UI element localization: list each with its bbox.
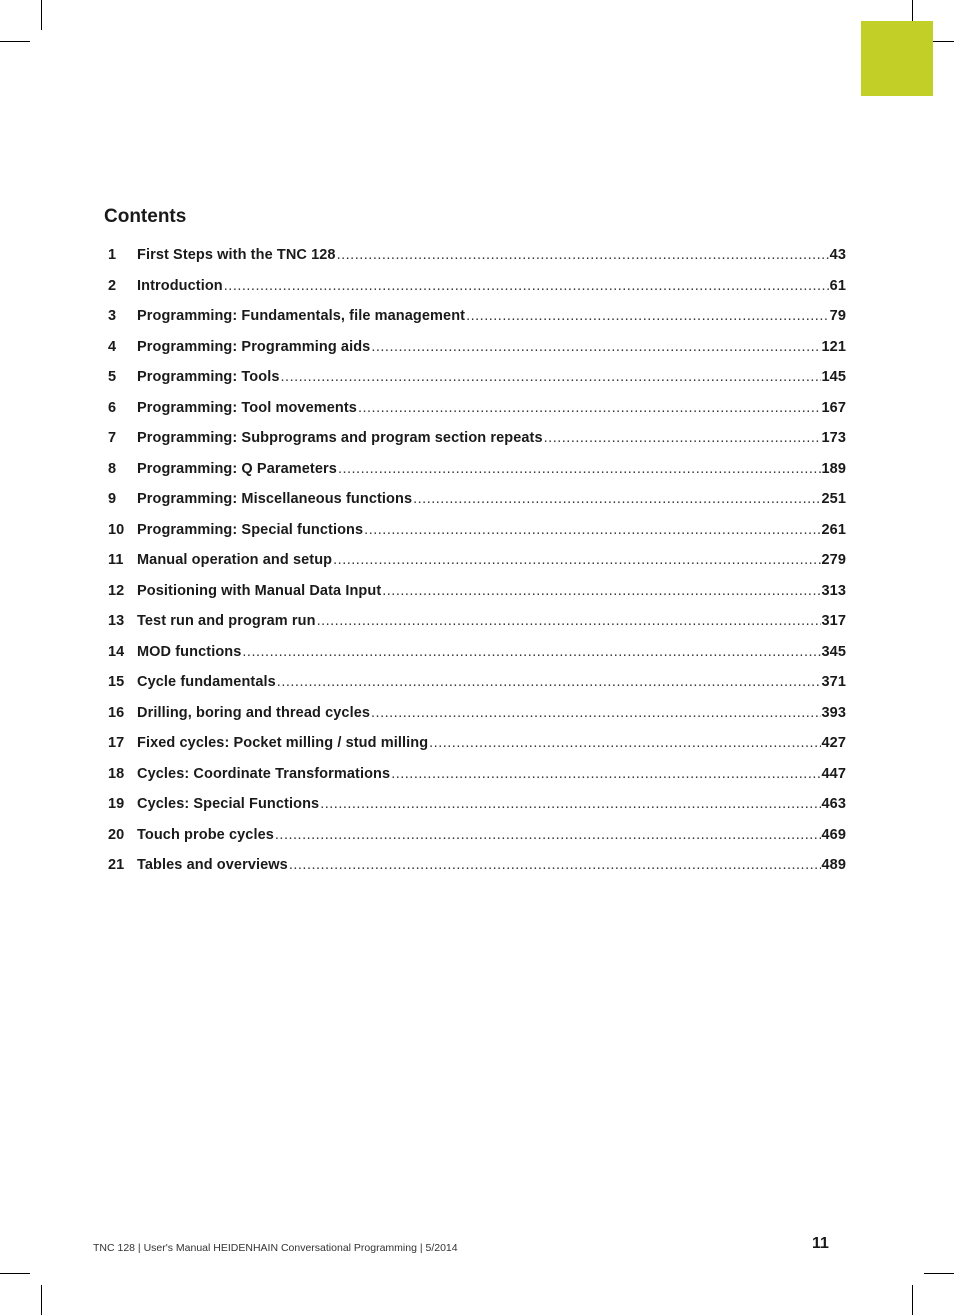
toc-entry-number: 7 bbox=[108, 430, 117, 446]
toc-entry-number: 2 bbox=[108, 277, 117, 294]
toc-entry-page: 167 bbox=[821, 399, 846, 416]
toc-leader-dots bbox=[371, 698, 820, 729]
toc-entry-number: 12 bbox=[108, 582, 125, 599]
crop-mark-bottom-right-vertical bbox=[912, 1285, 913, 1315]
toc-leader-dots bbox=[338, 454, 821, 485]
toc-entry[interactable] bbox=[108, 759, 846, 790]
toc-entry-title: MOD functions bbox=[137, 643, 242, 660]
toc-entry-number: 3 bbox=[108, 308, 117, 324]
toc-entry-page: 393 bbox=[821, 704, 846, 721]
toc-entry-number: 18 bbox=[108, 765, 125, 782]
toc-entry-page: 43 bbox=[829, 247, 846, 263]
toc-leader-dots bbox=[317, 606, 821, 637]
toc-entry[interactable] bbox=[108, 271, 846, 302]
toc-entry-page: 463 bbox=[821, 796, 846, 812]
toc-entry-page: 145 bbox=[821, 369, 846, 385]
toc-entry-page: 317 bbox=[821, 613, 846, 629]
toc-entry-page: 121 bbox=[821, 338, 846, 355]
toc-entry-number: 15 bbox=[108, 674, 125, 690]
toc-entry-number: 6 bbox=[108, 399, 117, 416]
toc-entry-title: Programming: Special functions bbox=[137, 521, 364, 538]
toc-entry-title: Manual operation and setup bbox=[137, 552, 333, 568]
toc-entry-page: 279 bbox=[821, 552, 846, 568]
toc-leader-dots bbox=[242, 637, 820, 668]
toc-entry-page: 251 bbox=[821, 491, 846, 507]
toc-entry-number: 8 bbox=[108, 460, 117, 477]
toc-leader-dots bbox=[224, 271, 829, 302]
toc-entry-title: Cycles: Special Functions bbox=[137, 796, 320, 812]
toc-entry[interactable] bbox=[108, 789, 846, 820]
toc-entry[interactable] bbox=[108, 606, 846, 637]
crop-mark-bottom-left-vertical bbox=[41, 1285, 42, 1315]
toc-entry[interactable] bbox=[108, 820, 846, 851]
toc-entry-title: Programming: Q Parameters bbox=[137, 460, 337, 477]
toc-leader-dots bbox=[544, 423, 821, 454]
toc-entry-number: 14 bbox=[108, 643, 125, 660]
toc-entry-number: 5 bbox=[108, 369, 117, 385]
toc-leader-dots bbox=[281, 362, 821, 393]
toc-leader-dots bbox=[413, 484, 820, 515]
toc-entry-title: Programming: Miscellaneous functions bbox=[137, 491, 413, 507]
crop-mark-top-left-horizontal bbox=[0, 41, 30, 42]
toc-leader-dots bbox=[275, 820, 821, 851]
toc-leader-dots bbox=[429, 728, 820, 759]
toc-leader-dots bbox=[466, 301, 829, 332]
toc-entry-title: First Steps with the TNC 128 bbox=[137, 247, 336, 263]
toc-entry-page: 427 bbox=[821, 735, 846, 751]
toc-entry-title: Programming: Tools bbox=[137, 369, 280, 385]
toc-entry[interactable] bbox=[108, 301, 846, 332]
toc-entry[interactable] bbox=[108, 423, 846, 454]
toc-leader-dots bbox=[358, 393, 821, 424]
toc-entry[interactable] bbox=[108, 667, 846, 698]
toc-entry[interactable] bbox=[108, 515, 846, 546]
toc-entry-number: 10 bbox=[108, 521, 125, 538]
toc-entry-number: 19 bbox=[108, 796, 125, 812]
toc-entry[interactable] bbox=[108, 332, 846, 363]
toc-entry-title: Cycle fundamentals bbox=[137, 674, 276, 690]
crop-mark-bottom-right-horizontal bbox=[924, 1273, 954, 1274]
toc-entry[interactable] bbox=[108, 240, 846, 271]
toc-entry-title: Introduction bbox=[137, 277, 223, 294]
toc-leader-dots bbox=[391, 759, 820, 790]
toc-leader-dots bbox=[320, 789, 820, 820]
toc-entry-page: 469 bbox=[821, 826, 846, 843]
toc-entry-title: Programming: Tool movements bbox=[137, 399, 357, 416]
toc-entry-title: Test run and program run bbox=[137, 613, 316, 629]
toc-entry-number: 1 bbox=[108, 247, 117, 263]
toc-entry-title: Programming: Subprograms and program section repeats bbox=[137, 430, 543, 446]
toc-entry-title: Programming: Fundamentals, file management bbox=[137, 308, 466, 324]
toc-leader-dots bbox=[371, 332, 820, 363]
toc-leader-dots bbox=[337, 240, 829, 271]
toc-entry[interactable] bbox=[108, 728, 846, 759]
toc-entry[interactable] bbox=[108, 576, 846, 607]
toc-entry[interactable] bbox=[108, 362, 846, 393]
toc-leader-dots bbox=[382, 576, 820, 607]
toc-entry-page: 345 bbox=[821, 643, 846, 660]
toc-leader-dots bbox=[277, 667, 821, 698]
toc-leader-dots bbox=[289, 850, 821, 881]
toc-entry-title: Fixed cycles: Pocket milling / stud milling bbox=[137, 735, 429, 751]
crop-mark-top-left-vertical bbox=[41, 0, 42, 30]
toc-entry-title: Drilling, boring and thread cycles bbox=[137, 704, 371, 721]
toc-entry-title: Cycles: Coordinate Transformations bbox=[137, 765, 391, 782]
toc-entry[interactable] bbox=[108, 637, 846, 668]
toc-entry-number: 4 bbox=[108, 338, 117, 355]
toc-entry-title: Positioning with Manual Data Input bbox=[137, 582, 382, 599]
toc-leader-dots bbox=[364, 515, 820, 546]
toc-entry-title: Tables and overviews bbox=[137, 857, 288, 873]
toc-leader-dots bbox=[333, 545, 820, 576]
toc-entry[interactable] bbox=[108, 454, 846, 485]
chapter-tab bbox=[861, 21, 933, 96]
toc-entry-number: 9 bbox=[108, 491, 117, 507]
toc-entry-page: 447 bbox=[821, 765, 846, 782]
toc-entry-page: 173 bbox=[821, 430, 846, 446]
toc-entry-title: Programming: Programming aids bbox=[137, 338, 371, 355]
toc-entry-number: 21 bbox=[108, 857, 125, 873]
toc-entry-number: 17 bbox=[108, 735, 125, 751]
toc-entry-number: 16 bbox=[108, 704, 125, 721]
crop-mark-bottom-left-horizontal bbox=[0, 1273, 30, 1274]
toc-entry-page: 61 bbox=[829, 277, 846, 294]
toc-entry[interactable] bbox=[108, 698, 846, 729]
toc-entry-number: 20 bbox=[108, 826, 125, 843]
toc-entry-page: 79 bbox=[829, 308, 846, 324]
table-of-contents bbox=[108, 240, 846, 881]
toc-entry-number: 11 bbox=[108, 552, 124, 568]
footer-text: TNC 128 | User's Manual HEIDENHAIN Conversational Programming | 5/2014 bbox=[93, 1242, 458, 1254]
toc-entry-page: 313 bbox=[821, 582, 846, 599]
toc-entry-page: 261 bbox=[821, 521, 846, 538]
toc-entry-number: 13 bbox=[108, 613, 125, 629]
toc-entry-page: 189 bbox=[821, 460, 846, 477]
toc-entry-page: 489 bbox=[821, 857, 846, 873]
toc-entry[interactable] bbox=[108, 393, 846, 424]
toc-entry-title: Touch probe cycles bbox=[137, 826, 274, 843]
toc-entry[interactable] bbox=[108, 484, 846, 515]
toc-entry[interactable] bbox=[108, 850, 846, 881]
contents-heading: Contents bbox=[104, 206, 187, 227]
toc-entry[interactable] bbox=[108, 545, 846, 576]
toc-entry-page: 371 bbox=[821, 674, 846, 690]
page-number: 11 bbox=[812, 1235, 829, 1252]
